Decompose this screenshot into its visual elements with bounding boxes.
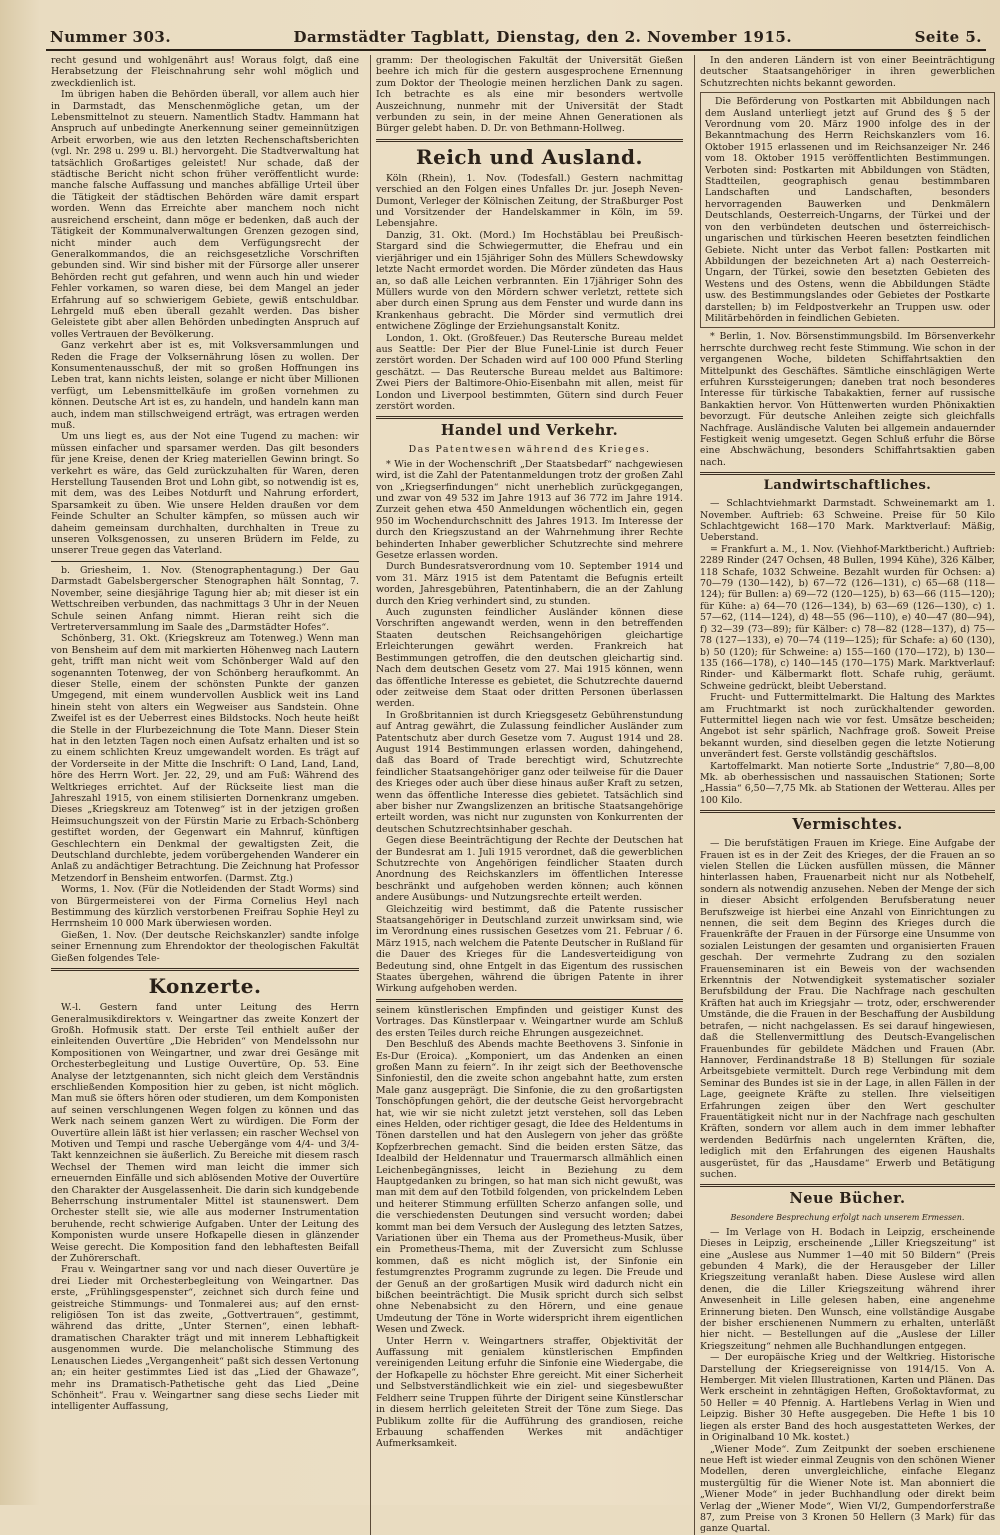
article-subtitle: Das Patentwesen während des Krieges. — [408, 444, 651, 456]
article-text: Um uns liegt es, aus der Not eine Tugend zu machen: wir müssen einfacher und sparsamer werden. Das gilt besonders für jene Kreise, denen der Krieg materiellen Gewinn bringt. So verkehrt es wäre, das Geld zurückzuhalten für Waren, deren Herstellung Tausenden Brot und Lohn gibt, so notwendig ist es, mit dem, was des Leibes Notdurft und Nahrung erfordert, Sparsamkeit zu üben. Wie unsere Helden draußen vor dem Feinde Schulter an Schulter kämpfen, so müssen auch wir daheim gemeinsam durchhalten, durchhalten in Treue zu unseren Volksgenossen, zu unseren Brüdern im Felde, zu unserer Treue gegen das Vaterland. — [51, 431, 359, 557]
section-title-reich-und-ausland: Reich und Ausland. — [415, 144, 644, 169]
newspaper-title-date: Darmstädter Tagblatt, Dienstag, den 2. November 1915. — [293, 28, 793, 46]
issue-number: Nummer 303. — [50, 28, 172, 46]
market-report: = Frankfurt a. M., 1. Nov. (Viehhof-Marktbericht.) Auftrieb: 2289 Rinder (247 Ochsen, 48 Bullen, 1994 Kühe), 326 Kälber, 118 Schafe, 1032 Schweine. Bezahlt wurden für Ochsen: a) 70—79 (130—142), b) 67—72 (126—131), c) 65—68 (118—124); für Bullen: a) 69—72 (120—125), b) 63—66 (115—120); für Kühe: a) 64—70 (126—134), b) 63—69 (126—130), c) 1. 57—62, (114—124), d) 48—55 (96—110), e) 40—47 (80—94), f) 32—39 (73—89); für Kälber: c) 78—82 (128—137), d) 75—78 (127—133), e) 70—74 (119—125); für Schafe: a) 60 (130), b) 50 (120); für Schweine: a) 155—160 (170—172), b) 130—135 (166—178), c) 140—145 (170—175) Mark. Marktverlauf: Rinder- und Kälbermarkt flott. Schafe ruhig, geräumt. Schweine gedrückt, bleibt Ueberstand. — [700, 543, 995, 692]
article-text: Durch Bundesratsverordnung vom 10. September 1914 und vom 31. März 1915 ist dem Patentamt die Befugnis erteilt worden, Jahresgebühren, Patentinhabern, die an der Zahlung durch den Krieg verhindert sind, zu stunden. — [376, 561, 683, 607]
article-text: Gleichzeitig wird bestimmt, daß die Patente russischer Staatsangehöriger in Deutschland zurzeit unwirksam sind, wie im Verordnung eines russischen Gesetzes vom 21. Februar / 6. März 1915, nach welchem die Patente Deutscher in Rußland für die Dauer des Krieges für die Landesverteidigung von Bedeutung sind, ohne Entgelt in das Eigentum des russischen Staates übergehen, während die übrigen Patente in ihrer Wirkung aufgehoben werden. — [376, 903, 683, 995]
notice-text: Die Beförderung von Postkarten mit Abbildungen nach dem Ausland unterliegt jetzt auf Grund des § 5 der Verordnung vom 20. März 1900 infolge des in der Bekanntmachung des Herrn Reichskanzlers vom 16. Oktober 1915 erlassenen und im Reichsanzeiger Nr. 246 vom 18. Oktober 1915 veröffentlichten Bestimmungen. Verboten sind: Postkarten mit Abbildungen von Städten, Stadtteilen, geographisch genau bestimmbaren Landschaften und Landschaften, besonders hervorragenden Bauwerken und Denkmälern Deutschlands, Oesterreich-Ungarns, der Türkei und der von den verbündeten deutschen und österreichisch-ungarischen und türkischen Heeren besetzten feindlichen Gebiete. Nicht unter das Verbot fallen: Postkarten mit Abbildungen der bezeichneten Art a) nach Oesterreich-Ungarn, der Türkei, sowie den besetzten Gebieten des Westens und des Ostens, wenn die Abbildungen Städte usw. des Bestimmungslandes oder Gebietes der Postkarte darstellen; b) im Feldpostverkehr an Truppen usw. oder Militärbehörden in feindlichen Gebieten. — [705, 96, 990, 324]
masthead — [46, 28, 986, 51]
book-review: — Im Verlage von H. Bodach in Leipzig, erscheinende Dieses in Leipzig, erscheinende „Liller Kriegszeitung“ ist eine „Auslese aus Nummer 1—40 mit 50 Bildern“ (Preis gebunden 4 Mark), die der Herausgeber der Liller Kriegszeitung veranlaßt haben. Diese Auslese wird allen denen, die die Liller Kriegszeitung während ihrer Anwesenheit in Lille gelesen haben, eine angenehme Erinnerung bieten. Den Wunsch, eine vollständige Ausgabe der bisher erschienenen Nummern zu erhalten, unterläßt hier nicht. — Bestellungen auf die „Auslese der Liller Kriegszeitung“ nehmen alle Buchhandlungen entgegen. — [700, 1226, 995, 1352]
divider — [700, 1184, 995, 1187]
section-title-konzerte: Konzerte. — [148, 974, 262, 999]
book-review: „Wiener Mode“. Zum Zeitpunkt der soeben erschienene neue Heft ist wieder einmal Zeugnis von den schönen Wiener Modellen, deren unvergleichliche, einfache Eleganz mustergültig für die Wiener Note ist. Man abonniert die „Wiener Mode“ in jeder Buchhandlung oder direkt beim Verlag der „Wiener Mode“, Wien VI/2, Gumpendorferstraße 87, zum Preise von 3 Kronen 50 Hellern (3 Mark) für das ganze Quartal. — [700, 1443, 995, 1535]
divider — [700, 810, 995, 813]
section-title-handel-und-verkehr: Handel und Verkehr. — [440, 422, 619, 440]
news-item: Köln (Rhein), 1. Nov. (Todesfall.) Gestern nachmittag verschied an den Folgen eines Unfalles Dr. jur. Joseph Neven-Dumont, Verleger der Kölnischen Zeitung, der Straßburger Post und Vorsitzender der Handelskammer in Köln, im 59. Lebensjahre. — [376, 172, 683, 230]
local-news-item: Schönberg, 31. Okt. (Kriegskreuz am Totenweg.) Wenn man von Bensheim auf dem mit markierten Höhenweg nach Lautern geht, trifft man nicht weit vom Schönberger Wald auf den sogenannten Totenweg, der von Schönberg heraufkommt. An dieser Stelle, einem der schönsten Punkte der ganzen Umgegend, mit einem wundervollen Ausblick weit ins Land hinein steht von alters ein Wegweiser aus Sandstein. Ohne Zweifel ist es der Ueberrest eines Bildstocks. Noch heute heißt die Stelle in der Flurbezeichnung die Tote Mann. Dieser Stein hat in den letzten Tagen noch einen Aufsatz erhalten und ist so zu einem schlichten Kreuz umgewandelt worden. Es trägt auf der Vorderseite in der Mitte die Inschrift: O Land, Land, Land, höre des Herrn Wort. Jer. 22, 29, und am Fuß: Während des Weltkrieges errichtet. Auf der Rückseite liest man die Jahreszahl 1915, von einem stilisierten Dornenkranz umgeben. Dieses „Kriegskreuz am Totenweg“ ist in der jetzigen großen Heimsuchungszeit von der Fürstin Marie zu Erbach-Schönberg gestiftet worden, der Gegenwart ein Mahnruf, künftigen Geschlechtern ein Denkmal der gewaltigsten Zeit, die Deutschland durchlebte, jedem vorübergehenden Wanderer ein Anlaß zu andächtiger Betrachtung. Die Zeichnung hat Professor Metzendorf in Bensheim entworfen. (Darmst. Ztg.) — [51, 633, 359, 884]
market-report: Frucht- und Futtermittelmarkt. Die Haltung des Marktes am Fruchtmarkt ist noch zurückhaltender geworden. Futtermittel liegen nach wie vor fest. Umsätze bescheiden; Angebot ist sehr spärlich, Nachfrage groß. Soweit Preise bekannt wurden, sind dieselben gegen die letzte Notierung unverändert fest. Gerste vollständig geschäftslos. — [700, 692, 995, 761]
local-news-item: Worms, 1. Nov. (Für die Notleidenden der Stadt Worms) sind von Bürgermeisterei von der Firma Cornelius Heyl nach Bestimmung des kürzlich verstorbenen Freifrau Sophie Heyl zu Herrnsheim 10 000 Mark überwiesen worden. — [51, 884, 359, 930]
local-news-item: Gießen, 1. Nov. (Der deutsche Reichskanzler) sandte infolge seiner Ernennung zum Ehrendoktor der theologischen Fakultät Gießen folgendes Tele- — [51, 929, 359, 964]
column-2 — [370, 55, 688, 1535]
concert-review-text: seinem künstlerischen Empfinden und geistiger Kunst des Vortrages. Das Künstlerpaar v. Weingartner wurde am Schluß des ersten Teiles durch reiche Ehrungen ausgezeichnet. — [376, 1004, 683, 1039]
columns — [46, 55, 995, 1535]
article-text: * Wie in der Wochenschrift „Der Staatsbedarf“ nachgewiesen wird, ist die Zahl der Patentanmeldungen trotz der großen Zahl von „Kriegserfindungen“ nicht unerheblich zurückgegangen, und zwar von 49 532 im Jahre 1913 auf 36 772 im Jahre 1914. Zurzeit gehen etwa 450 Anmeldungen wöchentlich ein, gegen 950 im Wochendurchschnitt des Jahres 1913. Im Interesse der durch den Kriegszustand an der Wahrnehmung ihrer Rechte behinderten Inhaber gewerblicher Schutzrechte sind mehrere Gesetze erlassen worden. — [376, 458, 683, 562]
section-title-vermischtes: Vermischtes. — [792, 816, 903, 834]
divider — [700, 472, 995, 475]
article-text: Ganz verkehrt aber ist es, mit Volksversammlungen und Reden die Frage der Volksernährung lösen zu wollen. Der Konsumentenausschuß, der mit so großen Hoffnungen ins Leben trat, kann nichts leisten, solange er nicht über Millionen verfügt, um Lebensmittelkäufe im großen vornehmen zu können. Deutsche Art ist es, zu handeln, und handeln kann man auch, indem man stillschweigend erträgt, was ertragen werden muß. — [51, 340, 359, 431]
concert-review-text: Unter Herrn v. Weingartners straffer, Objektivität der Auffassung mit genialem künstlerischen Empfinden vereinigenden Leitung erfuhr die Sinfonie eine Wiedergabe, die der Hofkapelle zu höchster Ehre gereicht. Mit einer Sicherheit und Selbstverständlichkeit wie ein ziel- und siegesbewußter Feldherr seine Truppen führte der Dirigent seine Künstlerschar in diesem herrlich geleiteten Streit der Töne zum Siege. Das Publikum zollte für die Aufführung des grandiosen, reiche Erbauung schaffenden Werkes mit andächtiger Aufmerksamkeit. — [376, 1335, 683, 1450]
article-text: Gegen diese Beeinträchtigung der Rechte der Deutschen hat der Bundesrat am 1. Juli 1915 verordnet, daß die gewerblichen Schutzrechte von Angehörigen feindlicher Staaten durch Anordnung des Reichskanzlers im öffentlichen Interesse beschränkt und aufgehoben werden können; auch können andere Ausübungs- und Nutzungsrechte erteilt werden. — [376, 835, 683, 904]
section-title-neue-buecher: Neue Bücher. — [789, 1190, 906, 1208]
boxed-notice — [700, 92, 995, 328]
divider — [376, 139, 683, 142]
divider — [51, 561, 359, 562]
divider — [376, 999, 683, 1002]
market-report: — Schlachtviehmarkt Darmstadt. Schweinemarkt am 1. November. Auftrieb: 63 Schweine. Preise für 50 Kilo Schlachtgewicht 168—170 Mark. Marktverlauf: Mäßig, Ueberstand. — [700, 498, 995, 544]
book-review: — Der europäische Krieg und der Weltkrieg. Historische Darstellung der Kriegsereignisse von 1914/15. Von A. Hemberger. Mit vielen Illustrationen, Karten und Plänen. Das Werk erscheint in zehntägigen Heften, Großoktavformat, zu 50 Heller = 40 Pfennig. A. Hartlebens Verlag in Wien und Leipzig. Bisher 30 Hefte ausgegeben. Die Hefte 1 bis 10 liegen als erster Band des hoch ausgestatteten Werkes, der in Originalband 10 Mk. kostet.) — [700, 1352, 995, 1444]
article-text: recht gesund und wohlgenährt aus! Woraus folgt, daß eine Herabsetzung der Fleischnahrung sehr wohl möglich und zweckdienlich ist. — [51, 55, 359, 89]
article-text: In den anderen Ländern ist von einer Beeinträchtigung deutscher Staatsangehöriger in ihren gewerblichen Schutzrechten nichts bekannt geworden. — [700, 55, 995, 89]
page-number: Seite 5. — [914, 28, 982, 46]
news-item: London, 1. Okt. (Großfeuer.) Das Reutersche Bureau meldet aus Seattle: Der Pier der Blue Funel-Linie ist durch Feuer zerstört worden. Der Schaden wird auf 100 000 Pfund Sterling geschätzt. — Das Reutersche Bureau meldet aus Baltimore: Zwei Piers der Baltimore-Ohio-Eisenbahn mit allen, meist für London und Liverpool bestimmten, Gütern sind durch Feuer zerstört worden. — [376, 332, 683, 412]
column-3 — [694, 55, 1000, 1535]
concert-review-text: Frau v. Weingartner sang vor und nach dieser Ouvertüre je drei Lieder mit Orchesterbegleitung von Weingartner. Das erste, „Frühlingsgespenster“, zeichnet sich durch feine und geistreiche Stimmungs- und Tonmalerei aus; auf den ernst-religiösen Ton ist das zweite, „Gottvertrauen“, gestimmt, während das dritte, „Unter Sternen“, einen lebhaft-dramatischen Charakter trägt und mit innerem Lebhaftigkeit ausgenommen wurde. Die melancholische Stimmung des Lenauschen Liedes „Vergangenheit“ paßt sich dessen Vertonung an; ein heiter gestimmtes Lied ist das „Lied der Ghawaze“, mehr ins Dramatisch-Pathetische geht das Lied „Deine Schönheit“. Frau v. Weingartner sang diese sechs Lieder mit intelligenter Auffassung, — [51, 1264, 359, 1413]
article-text: Im übrigen haben die Behörden überall, vor allem auch hier in Darmstadt, das Menschenmögliche getan, um der Lebensmittelnot zu steuern. Namentlich Stadtv. Hammann hat Anspruch auf unbedingte Anerkennung seiner gemeinnützigen Arbeit erworben, wie aus den letzten Rechenschaftsberichten (vgl. Nr. 298 u. 299 u. Bl.) hervorgeht. Die Stadtverwaltung hat tatsächlich Großartiges geleistet! Nur schade, daß der städtische Bericht nicht schon früher veröffentlicht wurde: manche falsche Auffassung und manches abfällige Urteil über die Tätigkeit der städtischen Behörden wäre damit erspart worden. Wenn das Erreichte aber manchem noch nicht ausreichend erscheint, dann möge er bedenken, daß auch der Tätigkeit der Kommunalverwaltungen Grenzen gezogen sind, nicht minder auch dem Verfügungsrecht der Generalkommandos, die an reichsgesetzliche Vorschriften gebunden sind. Wir sind bisher mit der Fürsorge aller unserer Behörden recht gut gefahren, und wenn auch hin und wieder Fehler vorkamen, so waren diese, bei dem Mangel an jeder Erfahrung auf so schwierigem Gebiete, gewiß entschuldbar. Lehrgeld muß eben überall gezahlt werden. Das bisher Geleistete gibt aber allen Behörden unbedingten Anspruch auf volles Vertrauen der Bevölkerung. — [51, 89, 359, 340]
article-text: Auch zugunsten feindlicher Ausländer können diese Vorschriften angewandt werden, wenn in den betreffenden Staaten deutschen Reichsangehörigen gleichartige Erleichterungen gewährt werden. Frankreich hat Bestimmungen getroffen, die den deutschen gleichartig sind. Nach dem deutschen Gesetz vom 27. Mai 1915 können, wenn das öffentliche Interesse es gebietet, die Schutzrechte dauernd oder zeitweise dem Staat oder dritten Personen überlassen werden. — [376, 607, 683, 710]
article-text: — Die berufstätigen Frauen im Kriege. Eine Aufgabe der Frauen ist es in der Zeit des Krieges, der die Frauen an so vielen Stellen die Lücken ausfüllen müssen, die Männer hinterlassen haben, Frauenarbeit nicht nur als Notbehelf, sondern als notwendig anzusehen. Neben der Menge der sich in dieser Absicht erfolgenden Berufsberatung neuer Berufszweige ist hierbei eine Anzahl von Einrichtungen zu nennen, die seit dem Beginn des Krieges durch die Frauenkräfte der Frauen in der Fürsorge eine Unsumme von sozialen Leistungen der gesamten und organisierten Frauen geschah. Der vermehrte Zudrang zu den sozialen Frauenseminaren ist ein Beweis von der wachsenden Erkenntnis der Notwendigkeit systematischer sozialer Berufsbildung der Frau. Die Nachfrage nach geschulten Kräften hat auch im Kriegsjahr — trotz, oder, erschwerender Umstände, die die Frauen in der Beschaffung der Ausbildung betrafen, — nicht nachgelassen. Es sei darauf hingewiesen, daß die Stellenvermittlung des Deutsch-Evangelischen Frauenbundes für gebildete Mädchen und Frauen (Abr. Hannover, Ferdinandstraße 18 B) Stellungen für soziale Arbeitsgebiete vermittelt. Durch rege Verbindung mit dem Seminar des Bundes ist sie in der Lage, in allen Fällen in der Lage, geeignete Kräfte zu stellen. Ihre vielseitigen Erfahrungen zeigen über den Wert geschulter Frauentätigkeit nicht nur in der Nachfrage nach geschulten Kräften, sondern vor allem auch in dem immer lebhafter werdenden Bedürfnis nach ungelernten Kräften, die, lediglich mit den Erfahrungen des eigenen Haushalts ausgerüstet, für das „Hausdame“ Erwerb und Betätigung suchen. — [700, 838, 995, 1180]
concert-review-text: W.-l. Gestern fand unter Leitung des Herrn Generalmusikdirektors v. Weingartner das zweite Konzert der Großh. Hofmusik statt. Der erste Teil enthielt außer der einleitenden Ouvertüre „Die Hebriden“ von Mendelssohn nur Kompositionen von Weingartner, und zwar drei Gesänge mit Orchesterbegleitung und Lustige Ouvertüre, Op. 53. Eine Analyse der letztgenannten, sich nicht gleich dem Verständnis erschließenden Komposition hier zu geben, ist nicht möglich. Man muß sie öfters hören oder studieren, um dem Komponisten auf seinen verschlungenen Wegen folgen zu können und das Werk nach seinem ganzen Wert zu würdigen. Die Form der Ouvertüre allein läßt ist hier verlassen; ein rascher Wechsel von Motiven und Tempi und rasche Uebergänge vom 4/4- und 3/4-Takt kennzeichnen sie äußerlich. Zu Bereiche mit diesem rasch Wechsel der Themen wird man leicht die immer sich erneuernden Einfälle und sich ablösenden Motive der Ouvertüre den Charakter der Ausgelassenheit. Die darin sich kundgebende Beherrschung instrumentaler Mittel ist staunenswert. Dem Orchester stellt sie, wie alle aus moderner Instrumentation beruhende, recht schwierige Aufgaben. Unter der Leitung des Komponisten wurde unsere Hofkapelle diesen in glänzender Weise gerecht. Die Komposition fand den lebhaftesten Beifall der Zuhörerschaft. — [51, 1002, 359, 1265]
local-news-item: b. Griesheim, 1. Nov. (Stenographentagung.) Der Gau Darmstadt Gabelsbergerscher Stenographen hält Sonntag, 7. November, seine diesjährige Tagung hier ab; mit dieser ist ein Wettschreiben verbunden, das nachmittags 3 Uhr in der Neuen Schule seinen Anfang nimmt. Hieran reiht sich die Vertreterversammlung im Saale des „Darmstädter Hofes“. — [51, 564, 359, 633]
market-report: Kartoffelmarkt. Man notierte Sorte „Industrie“ 7,80—8,00 Mk. ab oberhessischen und nassauischen Stationen; Sorte „Hassia“ 6,50—7,75 Mk. ab Stationen der Wetterau. Alles per 100 Kilo. — [700, 760, 995, 806]
section-title-landwirtschaftliches: Landwirtschaftliches. — [763, 478, 932, 494]
column-1 — [46, 55, 364, 1535]
market-report: * Berlin, 1. Nov. Börsenstimmungsbild. Im Börsenverkehr herrschte durchweg recht feste Stimmung. Wie schon in der vergangenen Woche, bildeten Schiffahrtsaktien den Mittelpunkt des Geschäftes. Sämtliche einschlägigen Werte erfuhren Kurssteigerungen; daneben trat noch besonderes Interesse für türkische Tabakaktien, ferner auf russische Bankaktien hervor. Von Hüttenwerten wurden Phönixaktien bevorzugt. Für deutsche Anleihen zeigte sich gleichfalls Nachfrage. Ausländische Valuten bei allgemein andauernder Festigkeit wenig umgesetzt. Gegen Schluß erfuhr die Börse eine Abschwächung, besonders Schiffahrtsaktien gaben nach. — [700, 331, 995, 468]
divider — [376, 416, 683, 419]
concert-review-text: Den Beschluß des Abends machte Beethovens 3. Sinfonie in Es-Dur (Eroica). „Komponiert, um das Andenken an einen großen Mann zu feiern“. In ihr zeigt sich der Beethovensche Sinfoniestil, den die zweite schon angebahnt hatte, zum ersten Male ganz ausgeprägt. Die Sinfonie, die zu den großartigsten Tonschöpfungen gehört, die der deutsche Geist hervorgebracht hat, wie wir sie nicht zuletzt jetzt verstehen, soll das Leben eines Helden, oder richtiger gesagt, die Idee des Heldentums in Tönen darstellen und hat den Auslegern von jeher das größte Kopfzerbrechen gemacht. Sind die beiden ersten Sätze, das Idealbild der Heldennatur und Trauermarsch allmählich einen Leichenbegängnisses, leicht in Beziehung zu dem Hauptgedanken zu bringen, so hat man sich nicht gewußt, was man mit dem auf den Totbild folgenden, von prickelndem Leben und heiterer Stimmung erfüllten Scherzo anfangen solle, und die verschiedensten Deutungen sind versucht worden; dabei kommt man bei dem Versuch der Auslegung des letzten Satzes, Variationen über ein Thema aus der Prometheus-Musik, über ein Prometheus-Thema, mit der Zuversicht zum Schlusse kommen, daß es nicht möglich ist, der Sinfonie ein festumgrenztes Programm zugrunde zu legen. Die Freude und der Genuß an der großartigen Musik wird dadurch nicht ein bißchen beeinträchtigt. Die Musik spricht durch sich selbst ohne Nebenabsicht zu den Hörern, und eine genaue Umdeutung der Töne in Worte widerspricht ihrem eigentlichen Wesen und Zweck. — [376, 1039, 683, 1336]
divider — [51, 968, 359, 971]
news-item: Danzig, 31. Okt. (Mord.) Im Hochstäblau bei Preußisch-Stargard sind die Schwiegermutter, die Ehefrau und ein vierjähriger und ein 15jähriger Sohn des Müllers Schewdowsky letzte Nacht ermordet worden. Die Mörder zündeten das Haus an, so daß alle Leichen verbrannten. Ein 17jähriger Sohn des Müllers wurde von den Mördern schwer verletzt, rettete sich aber durch einen Sprung aus dem Fenster und wurde dann ins Krankenhaus gebracht. Die Mörder sind vermutlich drei entwichene Zöglinge der Erziehungsanstalt Konitz. — [376, 229, 683, 333]
telegram-text: gramm: Der theologischen Fakultät der Universität Gießen beehre ich mich für die gestern ausgesprochene Ernennung zum Doktor der Theologie meinen herzlichen Dank zu sagen. Ich betrachte es als eine mir besonders wertvolle Auszeichnung, nunmehr mit der Universität der Stadt verbunden zu sein, in der meine Ahnen Generationen als Bürger gelebt haben. D. Dr. von Bethmann-Hollweg. — [376, 55, 683, 135]
section-note: Besondere Besprechung erfolgt nach unserem Ermessen. — [730, 1213, 965, 1223]
article-text: In Großbritannien ist durch Kriegsgesetz Gebührenstundung auf Antrag gewährt, die Zulassung feindlicher Ausländer zum Patentschutz aber durch Gesetze vom 7. August 1914 und 28. August 1914 Bestimmungen erlassen worden, dahingehend, daß das Board of Trade berechtigt wird, Schutzrechte feindlicher Staatsangehöriger ganz oder teilweise für die Dauer des Krieges oder auch über diese hinaus außer Kraft zu setzen, wenn das öffentliche Interesse dies gebietet. Tatsächlich sind aber bisher nur Zwangslizenzen an britische Staatsangehörige erteilt worden, was nicht nur zugunsten von Konkurrenten der deutschen Schutzrechtsinhaber geschah. — [376, 709, 683, 835]
